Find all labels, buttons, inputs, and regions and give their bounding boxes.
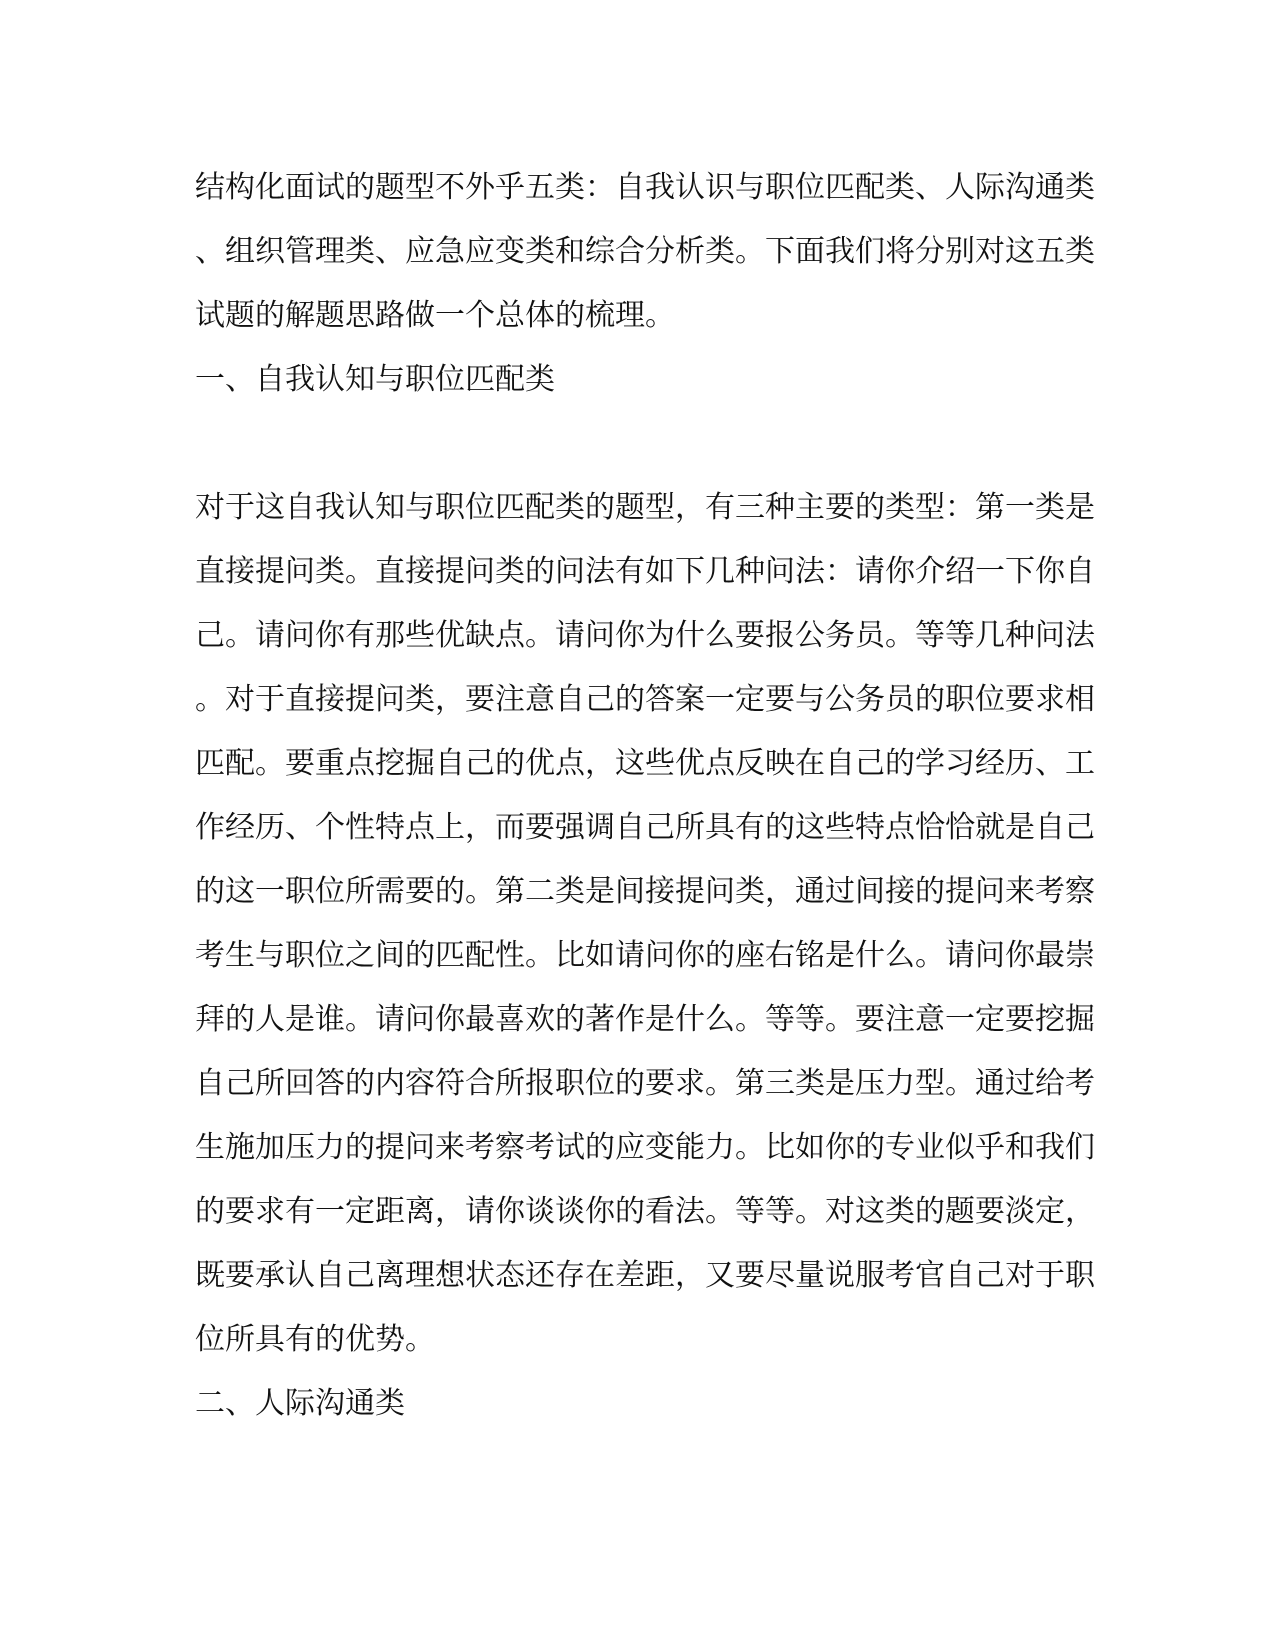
body-line: 既要承认自己离理想状态还存在差距，又要尽量说服考官自己对于职 <box>195 1258 1095 1293</box>
document-body <box>195 156 1095 1436</box>
paragraph-spacer <box>195 412 1075 476</box>
body-line: 直接提问类。直接提问类的问法有如下几种问法：请你介绍一下你自 <box>195 554 1095 589</box>
section-heading-1: 一、自我认知与职位匹配类 <box>195 362 555 397</box>
body-line: 生施加压力的提问来考察考试的应变能力。比如你的专业似乎和我们 <box>195 1130 1095 1165</box>
body-line: 自己所回答的内容符合所报职位的要求。第三类是压力型。通过给考 <box>195 1066 1095 1101</box>
section-heading-2: 二、人际沟通类 <box>195 1386 405 1421</box>
body-line: 的这一职位所需要的。第二类是间接提问类，通过间接的提问来考察 <box>195 874 1095 909</box>
body-line: 拜的人是谁。请问你最喜欢的著作是什么。等等。要注意一定要挖掘 <box>195 1002 1095 1037</box>
intro-line: 试题的解题思路做一个总体的梳理。 <box>195 298 675 333</box>
body-line: 己。请问你有那些优缺点。请问你为什么要报公务员。等等几种问法 <box>195 618 1095 653</box>
body-line: 匹配。要重点挖掘自己的优点，这些优点反映在自己的学习经历、工 <box>195 746 1095 781</box>
body-line: 。对于直接提问类，要注意自己的答案一定要与公务员的职位要求相 <box>195 682 1095 717</box>
body-line: 对于这自我认知与职位匹配类的题型，有三种主要的类型：第一类是 <box>195 490 1095 525</box>
body-line: 作经历、个性特点上，而要强调自己所具有的这些特点恰恰就是自己 <box>195 810 1095 845</box>
intro-line: 、组织管理类、应急应变类和综合分析类。下面我们将分别对这五类 <box>195 234 1095 269</box>
intro-line: 结构化面试的题型不外乎五类：自我认识与职位匹配类、人际沟通类 <box>195 170 1095 205</box>
body-line: 位所具有的优势。 <box>195 1322 435 1357</box>
body-line: 考生与职位之间的匹配性。比如请问你的座右铭是什么。请问你最崇 <box>195 938 1095 973</box>
body-line: 的要求有一定距离，请你谈谈你的看法。等等。对这类的题要淡定， <box>195 1194 1095 1229</box>
